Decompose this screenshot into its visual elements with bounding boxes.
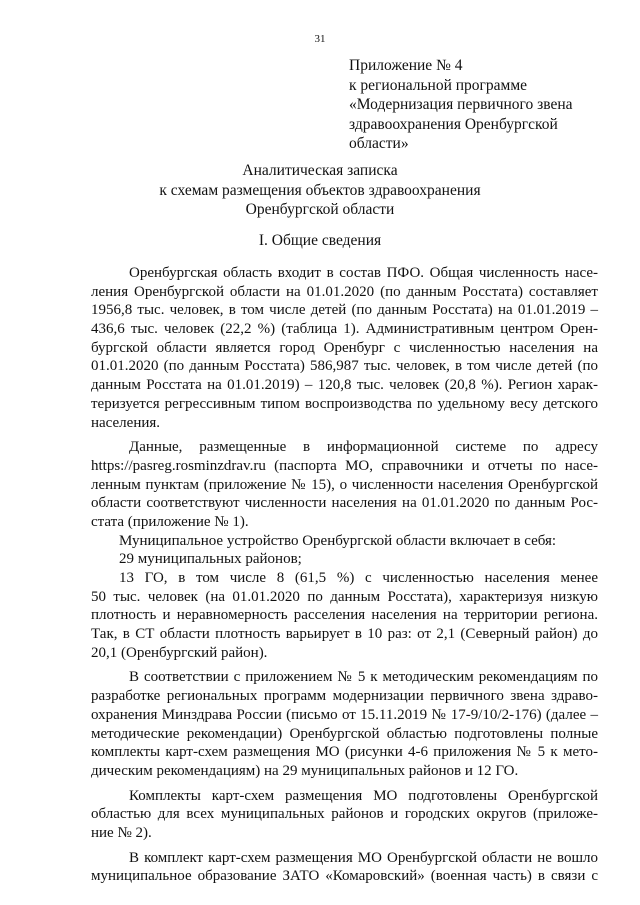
text-line: 1956,8 тыс. человек, в том числе детей (по данным Росстата) на 01.01.2019 – (91, 302, 598, 319)
page-number: 31 (314, 33, 326, 45)
text-line: области соответствуют численности населения на 01.01.2020 по данным Рос- (91, 495, 598, 512)
text-line: муниципальное образование ЗАТО «Комаровский» (военная часть) в связи с (91, 868, 598, 885)
appendix-line: области» (349, 135, 409, 152)
text-line: Комплекты карт-схем размещения МО подготовлены Оренбургской (129, 787, 598, 804)
text-line: 01.01.2020 (по данным Росстата) 586,987 тыс. человек, в том числе детей (по (91, 358, 598, 375)
document-body (91, 264, 598, 886)
text-line: ние № 2). (91, 824, 152, 841)
text-line: В комплект карт-схем размещения МО Оренбургской области не вошло (129, 849, 598, 866)
text-line: разработке региональных программ модернизации первичного звена здраво- (91, 688, 598, 705)
paragraph (91, 668, 598, 780)
title-line: Оренбургской области (245, 201, 395, 218)
text-line: бургской области является город Оренбург с численностью населения на (91, 339, 598, 356)
text-line: 29 муниципальных районов; (119, 551, 302, 568)
title-line: Аналитическая записка (242, 162, 398, 179)
document-title (0, 161, 640, 220)
appendix-line: Приложение № 4 (349, 57, 463, 74)
text-line: дическим рекомендациям) на 29 муниципальных районов и 12 ГО. (91, 762, 519, 779)
paragraph (91, 569, 598, 662)
text-line: 13 ГО, в том числе 8 (61,5 %) с численностью населения менее (119, 570, 598, 586)
text-line: областью для всех муниципальных районов и городских округов (приложе- (91, 806, 598, 823)
text-line: методические рекомендации) Оренбургской областью подготовлены полные (91, 725, 598, 742)
appendix-header (349, 56, 619, 154)
text-line: Муниципальное устройство Оренбургской области включает в себя: (119, 532, 557, 549)
section-heading: I. Общие сведения (258, 232, 382, 249)
text-line: охранения Минздрава России (письмо от 15.11.2019 № 17-9/10/2-176) (далее – (91, 706, 598, 723)
text-line: 50 тыс. человек (на 01.01.2020 по данным Росстата), характеризуя низкую (91, 588, 598, 605)
appendix-line: к региональной программе (349, 76, 528, 94)
text-line: Оренбургская область входит в состав ПФО. Общая численность насе- (129, 265, 598, 281)
text-line: 20,1 (Оренбургский район). (91, 644, 268, 661)
paragraph (91, 787, 598, 843)
text-line: Данные, размещенные в информационной системе по адресу (129, 439, 598, 456)
text-line: Так, в СТ области плотность варьирует в 10 раз: от 2,1 (Северный район) до (91, 626, 598, 643)
text-line: ления Оренбургской области на 01.01.2020 (по данным Росстата) составляет (91, 283, 598, 300)
paragraph (91, 264, 598, 432)
appendix-line: «Модернизация первичного звена (349, 96, 573, 113)
text-line: В соответствии с приложением № 5 к методическим рекомендациям по (129, 669, 598, 686)
text-line: ленным пунктам (приложение № 15), о численности населения Оренбургской (91, 476, 598, 493)
text-line: комплекты карт-схем размещения МО (рисунки 4-6 приложения № 5 к мето- (91, 744, 598, 761)
appendix-line: здравоохранения Оренбургской (349, 115, 558, 133)
paragraph (91, 550, 598, 569)
paragraph (91, 532, 598, 551)
text-line: стата (приложение № 1). (91, 513, 249, 530)
title-line: к схемам размещения объектов здравоохранения (159, 181, 481, 199)
text-line: данным Росстата на 01.01.2019) – 120,8 тыс. человек (20,8 %). Регион харак- (91, 377, 598, 394)
text-line: населения. (91, 414, 161, 431)
text-line: 436,6 тыс. человек (22,2 %) (таблица 1). Административным центром Орен- (91, 321, 598, 338)
paragraph (91, 849, 598, 886)
paragraph (91, 438, 598, 531)
text-line: плотность и неравномерность расселения населения на территории региона. (91, 607, 598, 624)
text-line: https://pasreg.rosminzdrav.ru (паспорта МО, справочники и отчеты по насе- (91, 457, 598, 474)
text-line: теризуется регрессивным типом воспроизводства по удельному весу детского (91, 395, 598, 412)
